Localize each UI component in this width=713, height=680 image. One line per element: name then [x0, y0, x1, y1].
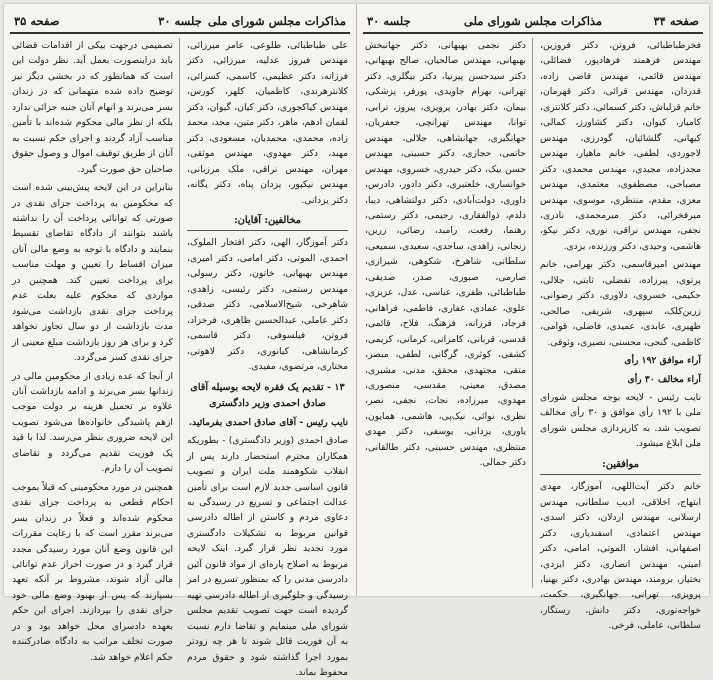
section-heading: موافقین: [540, 457, 701, 475]
paragraph: دکتر آموزگار، الهی، دکتر افتخار الملوک، احمدی، الموتی، دکتر امامی، دکتر امیری، مهندس بهبهانی، خاتون، دکتر رسولی، مهندس رستمی، دکتر رئیسی، زاهدی، شاهرخی، شیخ‌الاسلامی، دکتر صدقی، دکتر عاملی، عبدالحسین ظاهری، فرخزاد، فروتن، فیلسوفی، دکتر قاسمی، کرمانشاهی، کیانوری، دکتر لاهوتی، مختاری، مرتضوی، مفیدی. [187, 237, 348, 373]
left-page-session: جلسه ۳۰ [158, 14, 202, 28]
paragraph: دکتر نجمی بهبهانی، دکتر جهانبخش بهبهانی، مهندس صالحیان، صالح بهبهانی، دکتر سیدحسن پیرنیا، دکتر بیگلری، دکتر تهرانی، بهرام جاویدی، پورفر، پزشکی، بیمان، دکتر بهادر، پرویزی، پیروز، ترابی، توانا، مهندس تهرانچی، جعفریان، جهانگیری، جهانشاهی، جلالی، مهندس حاتمی، حجازی، دکتر حسینی، مهندس حسن بیک، دکتر حیدری، خسروی، مهندس خوانساری، خلعتبری، دکتر دادور، دادرس، داوری، دولت‌آبادی، دکتر دولتشاهی، دیبا، دلدم، ذوالفقاری، رحیمی، دکتر رستمی، رهنما، رفعت، رامبد، رضائی، زرین، زنجانی، زاهدی، ساجدی، سعیدی، سمیعی، سلطانی، شاهرخ، شکوهی، شیرازی، صارمی، صبوری، صدر، صدیقی، طباطبائی، ظفری، عباسی، عدل، عزیزی، علوی، عمادی، غفاری، فاطمی، فراهانی، فرجاد، فرزانه، فرهنگ، فلاح، قائمی، قدسی، قربانی، کامرانی، کرمانی، کریمی، کشفی، کوثری، گرگانی، لطفی، مبصر، متقی، مجتهدی، محقق، مدنی، مشیری، مصدق، معینی، مقدسی، منصوری، مهدوی، میرزاده، نجات، نجفی، نصر، نظری، نوائی، نیک‌پی، هاشمی، همایون، یاوری، یزدانی، یوسفی، دکتر مهدی منتظری، مهندس حسینی، دکتر طالقانی، دکتر جمالی. [365, 40, 526, 469]
paragraph: صادق احمدی (وزیر دادگستری) - بطوریکه همکاران محترم استحضار دارند پس از انقلاب شکوهمند ملت ایران و تصویب قانون اساسی جدید لازم است برای تأمین عدالت اجتماعی و تسریع در رسیدگی به دعاوی مردم و کاستن از اطاله دادرسی قوانین مربوط به تشکیلات دادگستری مورد تجدید نظر قرار گیرد. اینک لایحه مربوط به اصلاح پاره‌ای از مواد قانون آئین دادرسی مدنی را که بمنظور تسریع در امر رسیدگی و جلوگیری از اطاله دادرسی تهیه گردیده است جهت تصویب تقدیم مجلس شورای ملی مینمایم و تقاضا دارم نسبت به آن فوریت قائل شوند تا هر چه زودتر بمورد اجرا گذاشته شود و حقوق مردم محفوظ بماند. [187, 435, 348, 678]
right-page-number: صفحه ۳۴ [653, 14, 699, 28]
paragraph: از آنجا که عده زیادی از محکومین مالی در زندانها بسر می‌برند و ادامه بازداشت آنان علاوه بر تحمیل هزینه بر دولت موجب ازهم پاشیدگی خانواده‌ها می‌شود تصویب این لایحه ضروری بنظر می‌رسد. لذا با قید یک فوریت تقدیم می‌گردد و تقاضای تصویب آن را دارم. [12, 370, 173, 475]
column-divider [532, 38, 533, 588]
paragraph: همچنین در مورد محکومینی که قبلاً بموجب احکام قطعی به پرداخت جزای نقدی محکوم شده‌اند و فعلاً در زندان بسر می‌برند مقرر است که با رعایت مقررات این قانون وضع آنان مورد رسیدگی مجدد قرار گیرد و در صورت احراز عدم توانائی مالی آزاد شوند، مشروط بر آنکه تعهد بسپارند که پس از بهبود وضع مالی خود جزای نقدی را بپردازند. اجرای این حکم بعهده دادسرای محل خواهد بود و در صورت تخلف مراتب به دادگاه صادرکننده حکم اعلام خواهد شد. [12, 481, 173, 663]
document-spread [4, 4, 709, 678]
speaker-line: نایب رئیس - آقای صادق احمدی بفرمائید. [188, 416, 348, 428]
right-page-header [363, 10, 703, 34]
section-heading: مخالفین: آقایان: [187, 213, 348, 231]
paragraph: بنابراین در این لایحه پیش‌بینی شده است که محکومین به پرداخت جزای نقدی در صورتی که توانائی پرداخت آن را نداشته باشند بتوانند از دادگاه تقاضای تقسیط بنمایند و دادگاه با توجه به وضع مالی آنان میزان اقساط را تعیین و مهلت مناسب برای پرداخت تعیین کند. همچنین در مواردی که محکوم علیه بعلت عدم پرداخت جزای نقدی بازداشت می‌شود مدت بازداشت از دو سال تجاوز نخواهد کرد و برای هر روز بازداشت مبلغ معینی از جزای نقدی کسر می‌گردد. [12, 182, 173, 364]
right-page-left-column [365, 38, 526, 590]
paragraph: خانم دکتر آیت‌اللهی، آموزگار، مهدی ابتهاج، اخلاقی، ادیب سلطانی، مهندس ارسلانی، مهندس اردلان، دکتر اسدی، مهندس اعتمادی، اسفندیاری، دکتر اصفهانی، افشار، الموتی، امامی، دکتر امینی، مهندس انصاری، دکتر ایزدی، بختیار، برومند، مهندس بهادری، دکتر بهنیا، پرویزی، تهرانی، جهانگیری، حکمت، خواجه‌نوری، دکتر دانش، رستگار، سلطانی، عاملی، فرخی. [540, 481, 701, 632]
left-page-header [10, 10, 350, 34]
left-page [4, 4, 357, 678]
paragraph: تصمیمی درجهت بیکی از اقدامات قضائی باید دراینصورت بعمل آید. نظر دولت این است که همانطور که در بخشی دیگر نیز توضیح داده شده متهمانی که در زندان بسر می‌برند و اتهام آنان جنبه جزائی ندارد بلکه از نظر مالی محکوم شده‌اند با تأمین مناسب آزاد گردند و اجرای حکم نسبت به آنان از طریق توقیف اموال و وصول حقوق صاحبان حق صورت گیرد. [12, 40, 173, 175]
paragraph: مهندس امیرقاسمی، دکتر بهرامی، خانم پرتوی، پیرزاده، تفضلی، ثابتی، جلالی، حکیمی، خسروی، دلاوری، دکتر رضوانی، زرین‌کلک، سپهری، شریفی، صالحی، ظهیری، عابدی، عمیدی، فاضلی، قوامی، کاظمی، گنجی، محسنی، نصیری، وثوقی. [540, 259, 701, 348]
right-page-session: جلسه ۳۰ [367, 14, 411, 28]
left-page-number: صفحه ۳۵ [14, 14, 60, 28]
votes-for-line: آراء موافق ۱۹۲ رأی [624, 355, 701, 367]
right-page-title: مذاکرات مجلس شورای ملی [463, 14, 603, 28]
column-divider [179, 38, 180, 588]
right-page [357, 4, 709, 632]
left-page-left-column [12, 38, 173, 663]
votes-against-line: آراء مخالف ۳۰ رأی [627, 373, 701, 385]
left-page-title: مذاکرات مجلس شورای ملی [207, 14, 346, 28]
right-page-right-column [540, 38, 702, 632]
agenda-item-heading: ۱۳ - تقدیم یک فقره لایحه بوسیله آقای صادق احمدی وزیر دادگستری [190, 381, 345, 409]
paragraph: فخرطباطبائی، فروتن، دکتر فروزین، مهندس فرهمند فرهادپور، فضائلی، مهندس قائمی، مهندس قاضی زاده، قدردان، مهندس قرائی، دکتر قهرمان، خانم قزلباش، دکتر کسمائی، دکتر کلانتری، کامیار، کیوان، دکتر کشاورز، کمالی، کیهانی، گلشائیان، گودرزی، مهندس لاجوردی، لطفی، خانم ماهیار، مهندس مجدزاده، مجیدی، مهندس محمدی، دکتر مصباحی، مصطفوی، معتمدی، مهندس معزی، مقدم، منتظری، موسوی، مهندس میرفخرائی، دکتر میرمحمدی، نادری، نجفی، مهندس نراقی، نوری، دکتر نیکو، هاشمی، وحیدی، دکتر ورزنده، یزدی. [540, 40, 701, 252]
paragraph: علی طباطبائی، طلوعی، عامر میرزائی، مهندس فیروز عدلیه، میرزائی، دکتر فرزانه، دکتر عظیمی، کاسمی، کسرائی، کلانترهرندی، کاظمیان، کلهر، کورس، مهندس کیاکجوری، دکتر کیان، گیوان، دکتر لقمان ادهم، ماهر، دکتر متین، مجد، محمد زاده، محمدی، محمدیان، مسعودی، دکتر مهبد، دکتر مهدوی، مهندس موثقی، مهران، مهندس نراقی، ملک مرزبانی، مهندس نیکپور، یزدان پناه، دکتر یگانه، دکتر یزدانی. [187, 40, 348, 206]
paragraph: نایب رئیس - لایحه بوجه مجلس شورای ملی با ۱۹۲ رأی موافق و ۳۰ رأی مخالف تصویب شد. به کارپردازی مجلس شورای ملی ابلاغ میشود. [540, 391, 702, 450]
left-page-right-column [187, 38, 348, 678]
